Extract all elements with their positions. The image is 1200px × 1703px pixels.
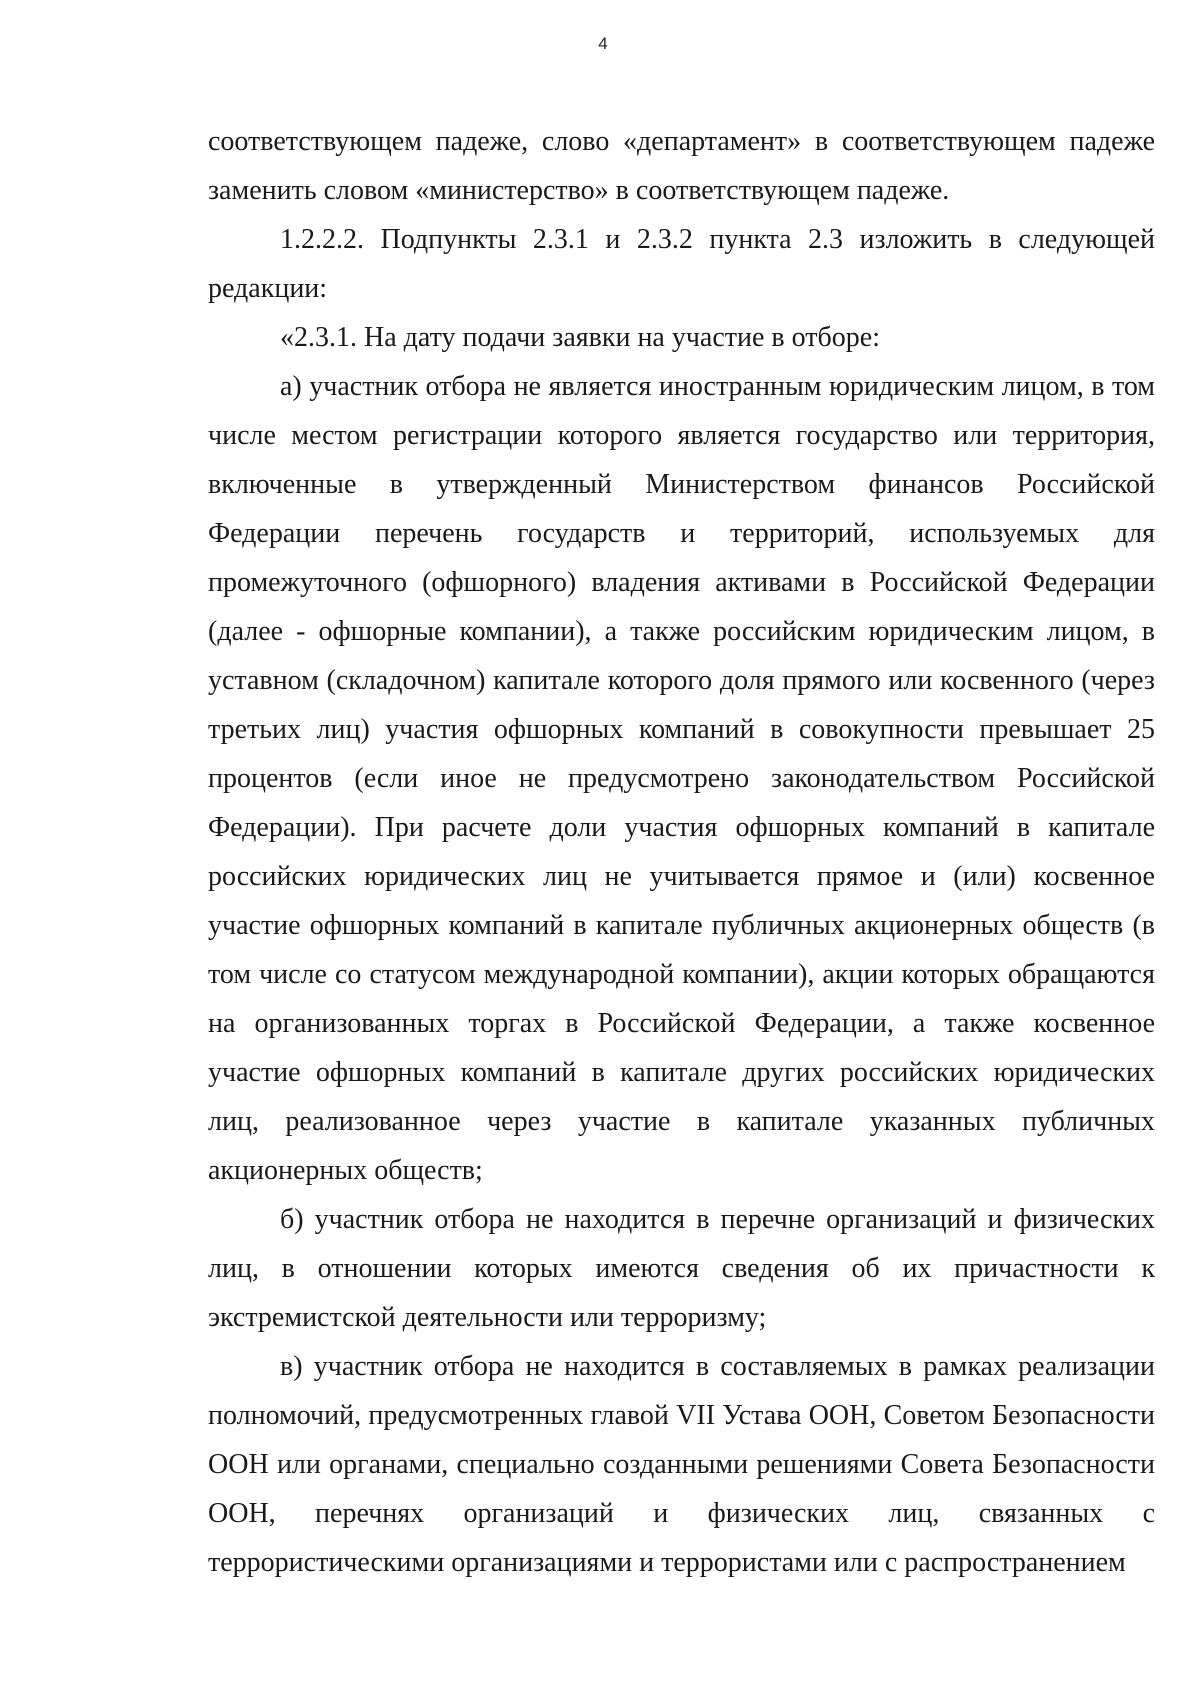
paragraph-item-a: а) участник отбора не является иностранным юридическим лицом, в том числе местом регистрации которого является государство или территория, включенные в утвержденный Министерством финансов Российской Федерации перечень государств и территорий, используемых для промежуточного (офшорного) владения активами в Российской Федерации (далее - офшорные компании), а также российским юридическим лицом, в уставном (складочном) капитале которого доля прямого или косвенного (через третьих лиц) участия офшорных компаний в совокупности превышает 25 процентов (если иное не предусмотрено законодательством Российской Федерации). При расчете доли участия офшорных компаний в капитале российских юридических лиц не учитывается прямое и (или) косвенное участие офшорных компаний в капитале публичных акционерных обществ (в том числе со статусом международной компании), акции которых обращаются на организованных торгах в Российской Федерации, а также косвенное участие офшорных компаний в капитале других российских юридических лиц, реализованное через участие в капитале указанных публичных акционерных обществ;	[208, 371, 1155, 1186]
paragraph-clause-2-3-1: «2.3.1. На дату подачи заявки на участие в отборе:	[280, 322, 880, 353]
paragraph-item-b: б) участник отбора не находится в перечне организаций и физических лиц, в отношении которых имеются сведения об их причастности к экстремистской деятельности или терроризму;	[208, 1204, 1155, 1333]
paragraph-continuation: соответствующем падеже, слово «департамент» в соответствующем падеже заменить словом «министерство» в соответствующем падеже.	[208, 126, 1155, 206]
paragraph-subclause-1-2-2-2: 1.2.2.2. Подпункты 2.3.1 и 2.3.2 пункта 2.3 изложить в следующей редакции:	[208, 224, 1155, 304]
page-number: 4	[598, 34, 608, 53]
document-body	[208, 117, 1155, 1587]
paragraph-item-v: в) участник отбора не находится в составляемых в рамках реализации полномочий, предусмотренных главой VII Устава ООН, Советом Безопасности ООН или органами, специально созданными решениями Совета Безопасности ООН, перечнях организаций и физических лиц, связанных с террористическими организациями и террористами или с распространением	[208, 1351, 1155, 1578]
